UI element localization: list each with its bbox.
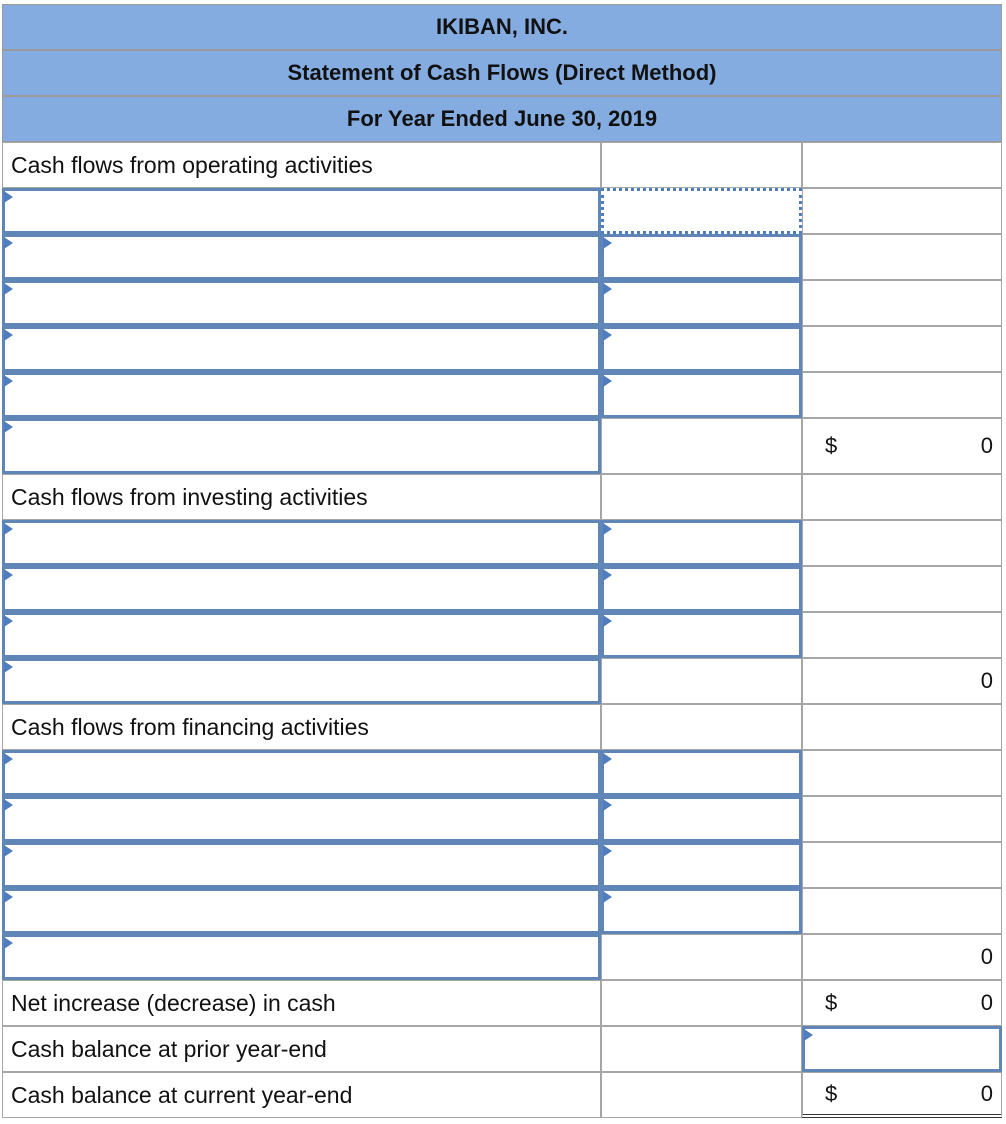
empty-cell [601, 980, 802, 1026]
financing-row-1 [2, 750, 1002, 796]
empty-cell [802, 566, 1002, 612]
operating-amount-5-input[interactable] [601, 372, 802, 418]
empty-cell [601, 1026, 802, 1072]
financing-row-2 [2, 796, 1002, 842]
financing-amount-1-input[interactable] [601, 750, 802, 796]
financing-total-value: 0 [802, 934, 1002, 980]
empty-cell [802, 520, 1002, 566]
investing-amount-3-input[interactable] [601, 612, 802, 658]
operating-row-1 [2, 188, 1002, 234]
financing-row-3 [2, 842, 1002, 888]
financing-item-3-select[interactable] [2, 842, 601, 888]
investing-item-1-select[interactable] [2, 520, 601, 566]
operating-total-cell [802, 418, 1002, 474]
statement-period: For Year Ended June 30, 2019 [2, 96, 1002, 142]
investing-section-title: Cash flows from investing activities [2, 474, 601, 520]
operating-amount-4-input[interactable] [601, 326, 802, 372]
operating-item-5-select[interactable] [2, 372, 601, 418]
operating-item-2-select[interactable] [2, 234, 601, 280]
current-balance-cell [802, 1072, 1002, 1118]
empty-cell [802, 750, 1002, 796]
current-balance-label: Cash balance at current year-end [2, 1072, 601, 1118]
prior-balance-label: Cash balance at prior year-end [2, 1026, 601, 1072]
net-change-row [2, 980, 1002, 1026]
operating-amount-1-input[interactable] [601, 188, 802, 234]
financing-total-label-select[interactable] [2, 934, 601, 980]
investing-amount-1-input[interactable] [601, 520, 802, 566]
empty-cell [802, 888, 1002, 934]
empty-cell [601, 1072, 802, 1118]
empty-cell [601, 934, 802, 980]
prior-balance-input[interactable] [802, 1026, 1002, 1072]
empty-cell [601, 474, 802, 520]
prior-balance-row [2, 1026, 1002, 1072]
company-name: IKIBAN, INC. [2, 4, 1002, 50]
financing-item-4-select[interactable] [2, 888, 601, 934]
operating-title-row [2, 142, 1002, 188]
empty-cell [802, 372, 1002, 418]
net-change-cell [802, 980, 1002, 1026]
empty-cell [802, 612, 1002, 658]
statement-title: Statement of Cash Flows (Direct Method) [2, 50, 1002, 96]
operating-row-3 [2, 280, 1002, 326]
investing-total-value: 0 [802, 658, 1002, 704]
financing-amount-4-input[interactable] [601, 888, 802, 934]
operating-item-1-select[interactable] [2, 188, 601, 234]
currency-symbol: $ [825, 1080, 838, 1106]
operating-amount-2-input[interactable] [601, 234, 802, 280]
financing-section-title: Cash flows from financing activities [2, 704, 601, 750]
empty-cell [802, 234, 1002, 280]
empty-cell [802, 704, 1002, 750]
empty-cell [802, 142, 1002, 188]
financing-row-4 [2, 888, 1002, 934]
financing-total-row [2, 934, 1002, 980]
empty-cell [802, 796, 1002, 842]
investing-total-label-select[interactable] [2, 658, 601, 704]
currency-symbol: $ [825, 990, 838, 1015]
investing-amount-2-input[interactable] [601, 566, 802, 612]
empty-cell [802, 188, 1002, 234]
current-balance-row [2, 1072, 1002, 1118]
empty-cell [601, 704, 802, 750]
operating-total-row [2, 418, 1002, 474]
operating-row-5 [2, 372, 1002, 418]
empty-cell [601, 142, 802, 188]
operating-total-value: 0 [980, 433, 993, 458]
empty-cell [802, 474, 1002, 520]
investing-item-3-select[interactable] [2, 612, 601, 658]
operating-total-label-select[interactable] [2, 418, 601, 474]
empty-cell [601, 658, 802, 704]
empty-cell [601, 418, 802, 474]
operating-item-3-select[interactable] [2, 280, 601, 326]
currency-symbol: $ [825, 433, 838, 458]
net-change-label: Net increase (decrease) in cash [2, 980, 601, 1026]
investing-row-3 [2, 612, 1002, 658]
investing-row-1 [2, 520, 1002, 566]
investing-total-row [2, 658, 1002, 704]
financing-item-1-select[interactable] [2, 750, 601, 796]
operating-row-4 [2, 326, 1002, 372]
financing-amount-2-input[interactable] [601, 796, 802, 842]
operating-amount-3-input[interactable] [601, 280, 802, 326]
current-balance-value: 0 [980, 1080, 993, 1106]
empty-cell [802, 326, 1002, 372]
empty-cell [802, 842, 1002, 888]
financing-item-2-select[interactable] [2, 796, 601, 842]
investing-item-2-select[interactable] [2, 566, 601, 612]
operating-row-2 [2, 234, 1002, 280]
financing-amount-3-input[interactable] [601, 842, 802, 888]
operating-section-title: Cash flows from operating activities [2, 142, 601, 188]
empty-cell [802, 280, 1002, 326]
investing-row-2 [2, 566, 1002, 612]
financing-title-row [2, 704, 1002, 750]
net-change-value: 0 [980, 990, 993, 1015]
investing-title-row [2, 474, 1002, 520]
operating-item-4-select[interactable] [2, 326, 601, 372]
